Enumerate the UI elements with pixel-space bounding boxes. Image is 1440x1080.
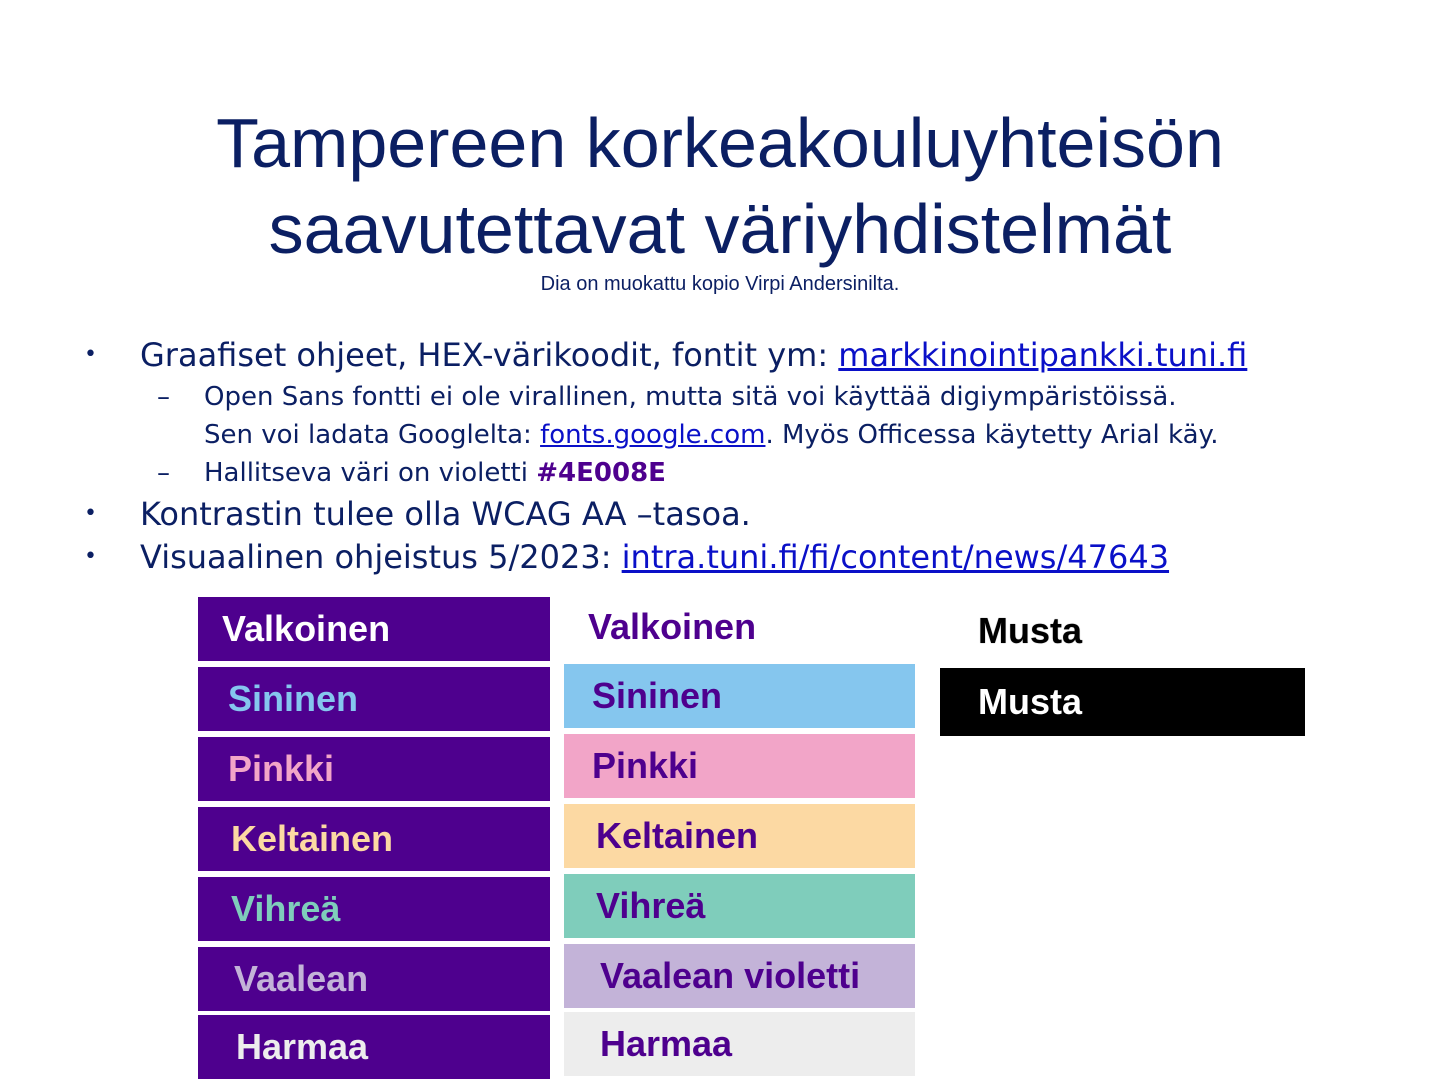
slide-title-line-2: saavutettavat väriyhdistelmät <box>268 190 1172 268</box>
swatch-label: Vaalean violetti <box>600 955 861 996</box>
swatch-label: Vaalean <box>234 958 369 999</box>
swatch-violet-text <box>564 944 915 1008</box>
swatch-violet-bg <box>198 877 550 941</box>
swatch-label: Keltainen <box>596 815 759 856</box>
swatch-label: Sininen <box>592 675 723 716</box>
swatch-label: Harmaa <box>600 1023 733 1064</box>
bullet-marker: • <box>84 501 97 526</box>
swatch-label: Pinkki <box>228 748 335 789</box>
swatch-white-on-black <box>940 668 1305 736</box>
sub-bullet-marker: – <box>157 458 170 488</box>
sub-bullet-open-sans-line-2 <box>204 418 1218 452</box>
sub-bullet-marker: – <box>157 382 170 412</box>
link-fonts-google[interactable]: fonts.google.com <box>540 420 766 450</box>
sub-bullet-text: . Myös Officessa käytetty Arial käy. <box>765 420 1219 450</box>
slide-title-line-1: Tampereen korkeakouluyhteisön <box>216 104 1224 182</box>
swatch-label: Valkoinen <box>222 608 391 649</box>
swatch-label: Valkoinen <box>588 606 757 647</box>
swatch-violet-text <box>564 874 915 938</box>
sub-bullet-text: Hallitseva väri on violetti <box>204 458 537 488</box>
sub-bullet-open-sans-line-1: Open Sans fontti ei ole virallinen, mutta sitä voi käyttää digiympäristöissä. <box>204 382 1177 412</box>
swatch-violet-bg <box>198 807 550 871</box>
bullet-item-graphic-guidelines <box>140 335 1247 375</box>
swatch-violet-text <box>564 734 915 798</box>
swatch-violet-text <box>564 664 915 728</box>
swatch-violet-bg <box>198 737 550 801</box>
swatch-violet-bg <box>198 597 550 661</box>
swatch-label: Pinkki <box>592 745 699 786</box>
swatch-label: Sininen <box>228 678 359 719</box>
swatch-black-on-white <box>940 598 1305 664</box>
swatch-label: Vihreä <box>596 885 706 926</box>
swatch-violet-text <box>564 804 915 868</box>
slide-subtitle: Dia on muokattu kopio Virpi Andersinilta. <box>540 273 900 295</box>
sub-bullet-text: Sen voi ladata Googlelta: <box>204 420 541 450</box>
hex-code: #4E008E <box>536 458 666 488</box>
bullet-text: Graafiset ohjeet, HEX-värikoodit, fontit ym: <box>140 336 839 374</box>
sub-bullet-dominant-color <box>204 456 666 490</box>
swatch-violet-bg <box>198 1015 550 1079</box>
bullet-marker: • <box>84 544 97 569</box>
bullet-text: Visuaalinen ohjeistus 5/2023: <box>140 538 622 576</box>
link-intra-tuni[interactable]: intra.tuni.fi/fi/content/news/47643 <box>621 538 1170 576</box>
swatch-label: Musta <box>978 681 1083 722</box>
link-markkinointipankki[interactable]: markkinointipankki.tuni.fi <box>838 336 1248 374</box>
swatch-label: Vihreä <box>231 888 341 929</box>
swatch-violet-bg <box>198 947 550 1011</box>
swatch-label: Keltainen <box>231 818 394 859</box>
swatch-violet-text <box>564 1012 915 1076</box>
slide-title <box>0 100 1440 272</box>
bullet-item-visual-guide <box>140 537 1169 577</box>
bullet-item-contrast: Kontrastin tulee olla WCAG AA –tasoa. <box>140 495 751 533</box>
swatch-label: Musta <box>978 610 1083 651</box>
swatch-violet-bg <box>198 667 550 731</box>
swatch-label: Harmaa <box>236 1026 369 1067</box>
swatch-violet-text <box>564 595 915 659</box>
bullet-marker: • <box>84 342 97 367</box>
